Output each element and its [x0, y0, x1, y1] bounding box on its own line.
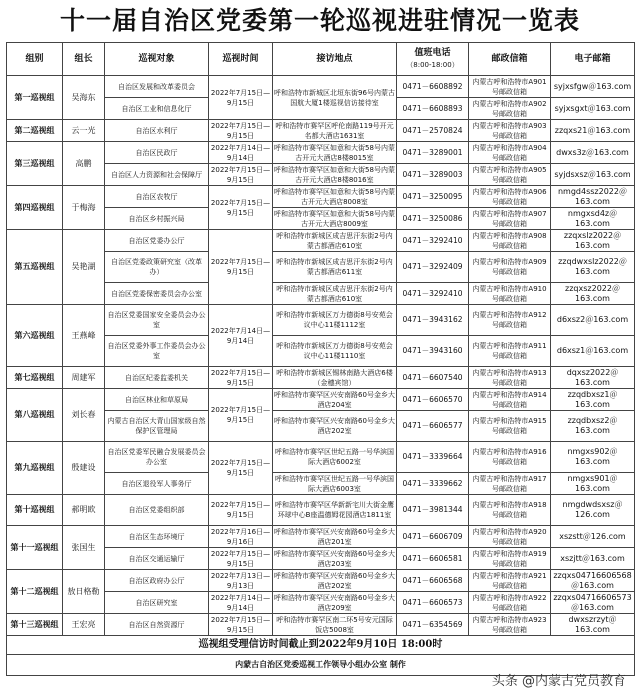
- table-body: [7, 76, 635, 636]
- email-cell: d6xsz1＠163.com: [551, 336, 635, 367]
- table-row: [7, 614, 635, 636]
- table-row: [7, 186, 635, 208]
- deadline-note: 巡视组受理信访时间截止到2022年9月10日 18:00时: [7, 636, 635, 655]
- target-cell: 自治区研究室: [105, 592, 209, 614]
- table-row: [7, 305, 635, 336]
- leader-cell: 吴艳湖: [63, 230, 105, 305]
- email-cell: nmgd4ssz2022＠163.com: [551, 186, 635, 208]
- postbox-cell: 内蒙古呼和浩特市A915号邮政信箱: [469, 411, 551, 442]
- location-cell: 呼和浩特市赛罕区如意和大街58号内蒙古开元大酒店8009室: [274, 209, 395, 228]
- postbox-cell: 内蒙古呼和浩特市A914号邮政信箱: [469, 389, 551, 411]
- phone-cell: 0471－6607540: [397, 367, 469, 389]
- leader-cell: 王燕峰: [63, 305, 105, 367]
- email-cell: zzqxslz2022＠163.com: [551, 230, 635, 252]
- header-group: 组别: [7, 43, 63, 76]
- header-email: 电子邮箱: [551, 43, 635, 76]
- postbox-cell: 内蒙古呼和浩特市A912号邮政信箱: [469, 305, 551, 336]
- target-cell: 自治区水利厅: [105, 120, 209, 142]
- email-cell: dwxs3z＠163.com: [551, 142, 635, 164]
- group-cell: 第二巡视组: [7, 120, 63, 142]
- postbox-cell: 内蒙古呼和浩特市A909号邮政信箱: [469, 252, 551, 283]
- location-cell: 呼和浩特市赛罕区兴安南路60号金乡大酒店203室: [274, 549, 395, 568]
- location-cell: 呼和浩特市赛罕区兴安南路60号金乡大酒店202室: [274, 571, 395, 590]
- table-row: [7, 442, 635, 473]
- postbox-cell: 内蒙古呼和浩特市A901号邮政信箱: [469, 76, 551, 98]
- target-cell: 自治区人力资源和社会保障厅: [105, 164, 209, 186]
- table-row: [7, 230, 635, 252]
- inspection-table: [6, 42, 635, 676]
- table-row: [7, 495, 635, 526]
- postbox-cell: 内蒙古呼和浩特市A923号邮政信箱: [469, 614, 551, 636]
- phone-cell: 0471－6606568: [397, 570, 469, 592]
- email-cell: syjxsfgw＠163.com: [551, 76, 635, 98]
- header-row: [7, 43, 635, 76]
- email-cell: zzqdwxslz2022＠163.com: [551, 252, 635, 283]
- target-cell: 自治区退役军人事务厅: [105, 473, 209, 495]
- location-cell: 呼和浩特市新城区成吉思汗东街2号内蒙古都酒店610室: [273, 230, 397, 252]
- watermark: 头条 @内蒙古党员教育: [491, 674, 626, 689]
- email-cell: nmgxsd4z＠163.com: [551, 208, 635, 230]
- target-cell: 自治区乡村振兴局: [105, 208, 209, 230]
- time-cell: 2022年7月15日—9月15日: [209, 120, 273, 142]
- location-cell: 呼和浩特市赛罕区如意和大街58号内蒙古开元大酒店8楼8015室: [274, 143, 395, 162]
- email-cell: nmgxs901＠163.com: [551, 473, 635, 495]
- leader-cell: 殷建设: [63, 442, 105, 495]
- location-cell: 呼和浩特市赛罕区呼伦南路119号开元名都大酒店1631室: [273, 120, 397, 142]
- time-cell: 2022年7月15日—9月15日: [209, 389, 273, 442]
- postbox-cell: 内蒙古呼和浩特市A907号邮政信箱: [469, 208, 551, 230]
- postbox-cell: 内蒙古呼和浩特市A910号邮政信箱: [469, 283, 551, 305]
- postbox-cell: 内蒙古呼和浩特市A902号邮政信箱: [469, 98, 551, 120]
- target-cell: 自治区发展和改革委员会: [105, 76, 209, 98]
- time-cell: 2022年7月14日—9月14日: [209, 305, 273, 367]
- leader-cell: 王宏亮: [63, 614, 105, 636]
- leader-cell: 于梅海: [63, 186, 105, 230]
- leader-cell: 云一光: [63, 120, 105, 142]
- time-cell: 2022年7月15日—9月15日: [209, 548, 273, 570]
- phone-cell: 0471－3292410: [397, 283, 469, 305]
- group-cell: 第十三巡视组: [7, 614, 63, 636]
- table-row: [7, 389, 635, 411]
- email-cell: d6xsz2＠163.com: [551, 305, 635, 336]
- leader-cell: 刘长春: [63, 389, 105, 442]
- email-cell: zzqxs04716606573＠163.com: [551, 592, 635, 614]
- header-leader: 组长: [63, 43, 105, 76]
- group-cell: 第十巡视组: [7, 495, 63, 526]
- postbox-cell: 内蒙古呼和浩特市A920号邮政信箱: [469, 526, 551, 548]
- target-cell: 自治区农牧厅: [105, 186, 209, 208]
- phone-cell: 0471－6606573: [397, 592, 469, 614]
- email-cell: dwxszrzyt＠163.com: [551, 614, 635, 636]
- target-cell: 自治区党委军民融合发展委员会办公室: [105, 442, 209, 473]
- email-cell: syjdsxsz＠163.com: [551, 164, 635, 186]
- phone-cell: 0471－6608893: [397, 98, 469, 120]
- target-cell: 自治区交通运输厅: [105, 548, 209, 570]
- group-cell: 第十一巡视组: [7, 526, 63, 570]
- postbox-cell: 内蒙古呼和浩特市A903号邮政信箱: [469, 120, 551, 142]
- leader-cell: 吴海东: [63, 76, 105, 120]
- phone-cell: 0471－2570824: [397, 120, 469, 142]
- location-cell: 呼和浩特市赛罕区华新新宅川大街金鹰环球中心B座温德姆花园酒店1811室: [273, 495, 397, 526]
- time-cell: 2022年7月15日—9月15日: [209, 367, 273, 389]
- postbox-cell: 内蒙古呼和浩特市A908号邮政信箱: [469, 230, 551, 252]
- location-cell: 呼和浩特市赛罕区兴安南路60号金乡大酒店209室: [274, 593, 395, 612]
- table-row: [7, 570, 635, 592]
- footer-note: 内蒙古自治区党委巡视工作领导小组办公室 制作: [7, 655, 635, 676]
- group-cell: 第八巡视组: [7, 389, 63, 442]
- phone-cell: 0471－3339664: [397, 442, 469, 473]
- location-cell: 呼和浩特市赛罕区兴安南路60号金乡大酒店201室: [274, 527, 395, 546]
- leader-cell: 高鹏: [63, 142, 105, 186]
- table-row: [7, 120, 635, 142]
- postbox-cell: 内蒙古呼和浩特市A904号邮政信箱: [469, 142, 551, 164]
- phone-cell: 0471－3289001: [397, 142, 469, 164]
- leader-cell: 张国生: [63, 526, 105, 570]
- phone-cell: 0471－3292409: [397, 252, 469, 283]
- header-postbox: 邮政信箱: [469, 43, 551, 76]
- location-cell: 呼和浩特市赛罕区兴安南路60号金乡大酒店202室: [273, 411, 397, 442]
- target-cell: 自治区自然资源厅: [105, 614, 209, 636]
- time-cell: 2022年7月15日—9月15日: [209, 442, 273, 495]
- table-row: [7, 367, 635, 389]
- location-cell: 呼和浩特市新城区万力德街8号安苑会议中心11楼1110室: [273, 336, 397, 367]
- group-cell: 第九巡视组: [7, 442, 63, 495]
- phone-cell: 0471－6606709: [397, 526, 469, 548]
- postbox-cell: 内蒙古呼和浩特市A919号邮政信箱: [469, 548, 551, 570]
- phone-cell: 0471－6608892: [397, 76, 469, 98]
- leader-cell: 周建军: [63, 367, 105, 389]
- leader-cell: 郝明欧: [63, 495, 105, 526]
- group-cell: 第一巡视组: [7, 76, 63, 120]
- target-cell: 自治区工业和信息化厅: [105, 98, 209, 120]
- postbox-cell: 内蒙古呼和浩特市A906号邮政信箱: [469, 186, 551, 208]
- time-cell: 2022年7月13日—9月13日: [209, 570, 273, 592]
- email-cell: xszjtt＠163.com: [551, 548, 635, 570]
- email-cell: nmgdwdsxsz＠126.com: [551, 495, 635, 526]
- location-cell: 呼和浩特市新城区锡林南路大酒店6楼（金穗宾馆）: [273, 367, 397, 389]
- target-cell: 自治区生态环境厅: [105, 526, 209, 548]
- phone-cell: 0471－3250086: [397, 208, 469, 230]
- postbox-cell: 内蒙古呼和浩特市A916号邮政信箱: [469, 442, 551, 473]
- time-cell: 2022年7月15日—9月15日: [209, 614, 273, 636]
- postbox-cell: 内蒙古呼和浩特市A911号邮政信箱: [469, 336, 551, 367]
- email-cell: zzqxsz2022＠163.com: [551, 283, 635, 305]
- email-cell: xszstt＠126.com: [551, 526, 635, 548]
- time-cell: 2022年7月15日—9月15日: [209, 230, 273, 305]
- target-cell: 内蒙古自治区大青山国家级自然保护区管理局: [105, 411, 209, 442]
- location-cell: 呼和浩特市赛罕区如意和大街58号内蒙古开元大酒店8008室: [274, 187, 395, 206]
- phone-cell: 0471－6606581: [397, 548, 469, 570]
- time-cell: 2022年7月15日—9月15日: [209, 495, 273, 526]
- postbox-cell: 内蒙古呼和浩特市A917号邮政信箱: [469, 473, 551, 495]
- location-cell: 呼和浩特市赛罕区兴安南路60号金乡大酒店204室: [274, 390, 395, 409]
- email-cell: zzqxs21＠163.com: [551, 120, 635, 142]
- email-cell: nmgxs902＠163.com: [551, 442, 635, 473]
- target-cell: 自治区民政厅: [105, 142, 209, 164]
- time-cell: 2022年7月15日—9月15日: [209, 164, 273, 186]
- target-cell: 自治区党委组织部: [105, 495, 209, 526]
- time-cell: 2022年7月16日—9月16日: [209, 526, 273, 548]
- time-cell: 2022年7月14日—9月14日: [209, 592, 273, 614]
- phone-cell: 0471－6606570: [397, 389, 469, 411]
- phone-cell: 0471－3943160: [397, 336, 469, 367]
- location-cell: 呼和浩特市新城区万力德街8号安苑会议中心11楼1112室: [273, 305, 397, 336]
- time-cell: 2022年7月14日—9月14日: [209, 142, 273, 164]
- location-cell: 呼和浩特市新城区成吉思汗东街2号内蒙古都酒店610室: [273, 283, 397, 305]
- page-title: 十一届自治区党委第一轮巡视进驻情况一览表: [59, 6, 580, 35]
- target-cell: 自治区党委保密委员会办公室: [105, 283, 209, 305]
- target-cell: 自治区党委外事工作委员会办公室: [105, 336, 209, 367]
- phone-cell: 0471－3981344: [397, 495, 469, 526]
- location-cell: 呼和浩特市新城区北垣东街96号内蒙古国航大厦1楼巡视信访接待室: [273, 76, 397, 120]
- phone-cell: 0471－3339662: [397, 473, 469, 495]
- table-row: [7, 76, 635, 98]
- group-cell: 第四巡视组: [7, 186, 63, 230]
- time-cell: 2022年7月15日—9月15日: [209, 186, 273, 230]
- table-row: [7, 142, 635, 164]
- phone-cell: 0471－3289003: [397, 164, 469, 186]
- phone-cell: 0471－3943162: [397, 305, 469, 336]
- header-phone: 值班电话 （8:00-18:00）: [397, 43, 469, 76]
- location-cell: 呼和浩特市赛罕区南二环5号安元国际饭店5008室: [273, 614, 397, 636]
- email-cell: zzqdbxsz1＠163.com: [551, 389, 635, 411]
- phone-cell: 0471－3292410: [397, 230, 469, 252]
- email-cell: zzqdbxsz2＠163.com: [551, 411, 635, 442]
- header-time: 巡视时间: [209, 43, 273, 76]
- target-cell: 自治区党委国家安全委员会办公室: [105, 305, 209, 336]
- header-location: 接访地点: [273, 43, 397, 76]
- phone-cell: 0471－6354569: [397, 614, 469, 636]
- group-cell: 第七巡视组: [7, 367, 63, 389]
- location-cell: 呼和浩特市赛罕区如意和大街58号内蒙古开元大酒店8楼8016室: [274, 165, 395, 184]
- postbox-cell: 内蒙古呼和浩特市A913号邮政信箱: [469, 367, 551, 389]
- location-cell: 呼和浩特市赛罕区世纪五路一号华滨国际大酒店6003室: [273, 473, 397, 495]
- location-cell: 呼和浩特市新城区成吉思汗东街2号内蒙古都酒店611室: [273, 252, 397, 283]
- header-target: 巡视对象: [105, 43, 209, 76]
- postbox-cell: 内蒙古呼和浩特市A922号邮政信箱: [469, 592, 551, 614]
- postbox-cell: 内蒙古呼和浩特市A905号邮政信箱: [469, 164, 551, 186]
- phone-cell: 0471－3250095: [397, 186, 469, 208]
- postbox-cell: 内蒙古呼和浩特市A921号邮政信箱: [469, 570, 551, 592]
- target-cell: 自治区纪委监委机关: [105, 367, 209, 389]
- postbox-cell: 内蒙古呼和浩特市A918号邮政信箱: [469, 495, 551, 526]
- target-cell: 自治区政府办公厅: [105, 570, 209, 592]
- email-cell: syjxsgxt＠163.com: [551, 98, 635, 120]
- table-row: [7, 526, 635, 548]
- email-cell: zzqxs04716606568＠163.com: [551, 570, 635, 592]
- target-cell: 自治区林业和草原局: [105, 389, 209, 411]
- location-cell: 呼和浩特市赛罕区世纪五路一号华滨国际大酒店6002室: [273, 442, 397, 473]
- group-cell: 第三巡视组: [7, 142, 63, 186]
- email-cell: dqxsz2022＠163.com: [551, 367, 635, 389]
- leader-cell: 敖日格勒: [63, 570, 105, 614]
- group-cell: 第十二巡视组: [7, 570, 63, 614]
- group-cell: 第六巡视组: [7, 305, 63, 367]
- target-cell: 自治区党委政策研究室（改革办）: [105, 252, 209, 283]
- group-cell: 第五巡视组: [7, 230, 63, 305]
- deadline-row: [7, 636, 635, 655]
- phone-cell: 0471－6606577: [397, 411, 469, 442]
- time-cell: 2022年7月15日—9月15日: [209, 76, 273, 120]
- target-cell: 自治区党委办公厅: [105, 230, 209, 252]
